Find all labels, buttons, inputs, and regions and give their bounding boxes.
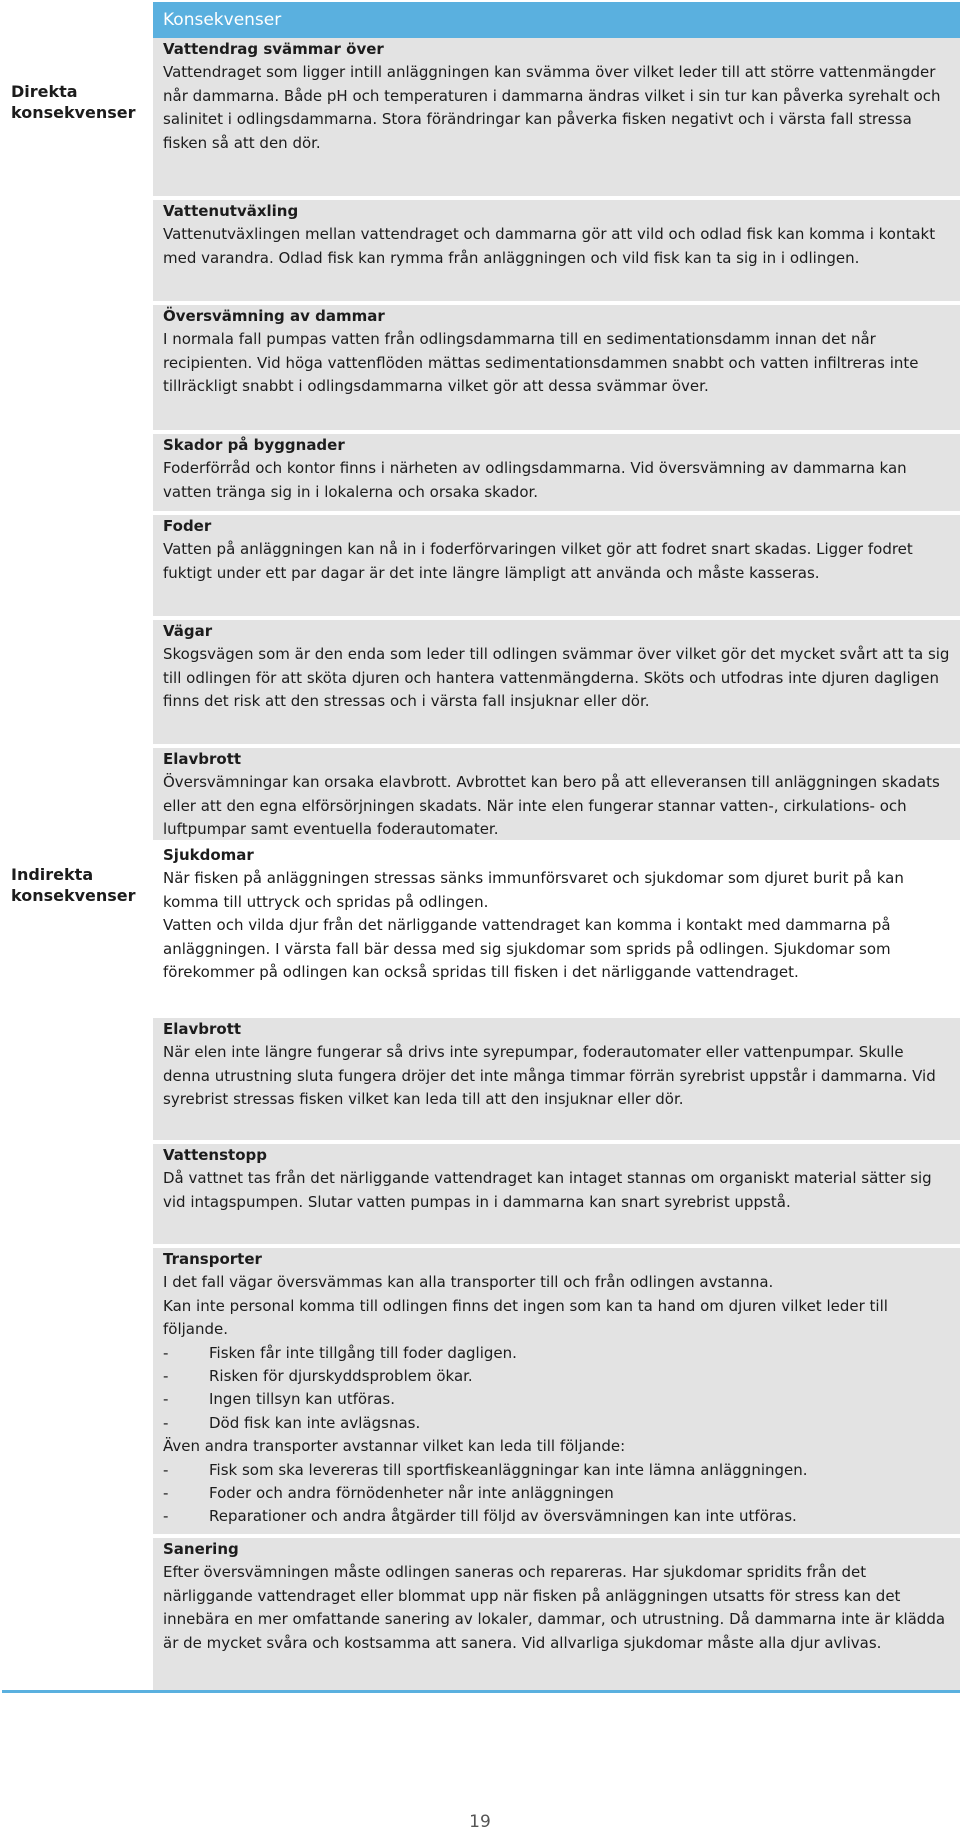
item-text: Foderförråd och kontor finns i närheten av odlingsdammarna. Vid översvämning av dammarna kan vatten tränga sig in i lokalerna och orsaka skador. (163, 459, 907, 501)
item-text: Vatten på anläggningen kan nå in i foderförvaringen vilket gör att fodret snart skadas. Ligger fodret fuktigt under ett par dagar är det inte längre lämpligt att använda och måste kasseras. (163, 540, 913, 582)
item-title: Elavbrott (163, 750, 242, 768)
item-cell (153, 1244, 960, 1534)
item-text: När fisken på anläggningen stressas sänks immunförsvaret och sjukdomar som djuret burit på kan komma till uttryck och spridas på odlingen. Vatten och vilda djur från det närliggande vattendraget kan komma i kontakt med dammarna på anläggningen. I värsta fall bär dessa med sig sjukdomar som sprids på odlingen. Sjukdomar som förekommer på odlingen kan också spridas till fisken i det närliggande vattendraget. (163, 869, 904, 982)
item-title: Sjukdomar (163, 846, 254, 864)
item-title: Elavbrott (163, 1020, 242, 1038)
item-title: Vattendrag svämmar över (163, 40, 384, 58)
item-title: Vattenutväxling (163, 202, 299, 220)
item-cell (153, 1014, 960, 1140)
item-text: Skogsvägen som är den enda som leder till odlingen svämmar över vilket gör det mycket svårt att ta sig till odlingen för att sköta djuren och hantera vattenmängderna. Sköts och utfodras inte djuren dagligen finns det risk att den stressas och i värsta fall insjuknar eller dör. (163, 645, 950, 711)
item-title: Transporter (163, 1250, 262, 1268)
list-item: - Risken för djurskyddsproblem ökar. (163, 1365, 952, 1388)
item-title: Skador på byggnader (163, 436, 345, 454)
item-cell (153, 1140, 960, 1244)
group-label-direct-text: Direkta konsekvenser (11, 82, 136, 122)
item-title: Vägar (163, 622, 213, 640)
item-title: Vattenstopp (163, 1146, 267, 1164)
transport-list-1 (163, 1342, 952, 1436)
item-title: Sanering (163, 1540, 239, 1558)
group-direct (2, 38, 960, 840)
list-item: - Foder och andra förnödenheter når inte anläggningen (163, 1482, 952, 1505)
list-item: - Ingen tillsyn kan utföras. (163, 1388, 952, 1411)
item-cell (153, 38, 960, 196)
header-blank-cell (2, 2, 148, 38)
group-label-indirect-text: Indirekta konsekvenser (11, 865, 136, 905)
item-cell (153, 844, 960, 1014)
item-cell (153, 196, 960, 301)
item-cell (153, 301, 960, 430)
item-text: När elen inte längre fungerar så drivs inte syrepumpar, foderautomater eller vattenpumpar. Skulle denna utrustning sluta fungera dröjer det inte många timmar förrän syrebrist uppstår i dammarna. Vid syrebrist stressas fisken vilket kan leda till att den insjuknar eller dör. (163, 1043, 936, 1109)
group-label-indirect (2, 844, 148, 1690)
item-title: Översvämning av dammar (163, 307, 385, 325)
page-number: 19 (469, 1812, 491, 1832)
group-indirect (2, 840, 960, 1690)
consequences-table (2, 2, 960, 1693)
list-item: - Död fisk kan inte avlägsnas. (163, 1412, 952, 1435)
transport-list-2 (163, 1459, 952, 1529)
table-header-row (2, 2, 960, 38)
group-cells-direct (153, 38, 960, 840)
group-label-direct (2, 38, 148, 840)
item-text: I det fall vägar översvämmas kan alla transporter till och från odlingen avstanna. Kan inte personal komma till odlingen finns det ingen som kan ta hand om djuren vilket leder till följande. (163, 1273, 888, 1339)
item-cell (153, 616, 960, 744)
item-cell (153, 744, 960, 840)
item-text: Efter översvämningen måste odlingen saneras och repareras. Har sjukdomar spridits från det närliggande vattendraget eller blommat upp när fisken på anläggningen utsatts för stress kan det innebära en mer omfattande sanering av lokaler, dammar, och utrustning. Då dammarna inte är klädda är de mycket svåra och kostsamma att sanera. Vid allvarliga sjukdomar måste alla djur avlivas. (163, 1563, 946, 1652)
item-cell (153, 1534, 960, 1690)
list-item: - Fisken får inte tillgång till foder dagligen. (163, 1342, 952, 1365)
item-title: Foder (163, 517, 212, 535)
group-cells-indirect (153, 844, 960, 1690)
item-cell (153, 430, 960, 511)
list-item: - Reparationer och andra åtgärder till följd av översvämningen kan inte utföras. (163, 1505, 952, 1528)
item-text: Vattenutväxlingen mellan vattendraget och dammarna gör att vild och odlad fisk kan komma i kontakt med varandra. Odlad fisk kan rymma från anläggningen och vild fisk kan ta sig in i odlingen. (163, 225, 936, 267)
table-header: Konsekvenser (153, 2, 960, 38)
item-text: Då vattnet tas från det närliggande vattendraget kan intaget stannas om organiskt material sätter sig vid intagspumpen. Slutar vatten pumpas in i dammarna kan snart syrebrist uppstå. (163, 1169, 932, 1211)
list-item: - Fisk som ska levereras till sportfiskeanläggningar kan inte lämna anläggningen. (163, 1459, 952, 1482)
item-text: Översvämningar kan orsaka elavbrott. Avbrottet kan bero på att elleveransen till anläggningen skadats eller att den egna elförsörjningen skadats. När inte elen fungerar stannar vatten-, cirkulations- och luftpumpar samt eventuella foderautomater. (163, 773, 940, 839)
item-text-mid: Även andra transporter avstannar vilket kan leda till följande: (163, 1437, 626, 1456)
item-text: I normala fall pumpas vatten från odlingsdammarna till en sedimentationsdamm innan det når recipienten. Vid höga vattenflöden mättas sedimentationsdammen snabbt och vatten infiltreras inte tillräckligt snabbt i odlingsdammarna vilket gör att dessa svämmar över. (163, 330, 919, 396)
item-text: Vattendraget som ligger intill anläggningen kan svämma över vilket leder till att större vattenmängder når dammarna. Både pH och temperaturen i dammarna ändras vilket i sin tur kan påverka syrehalt och salinitet i odlingsdammarna. Stora förändringar kan påverka fisken negativt och i värsta fall stressa fisken så att den dör. (163, 63, 941, 152)
item-cell (153, 511, 960, 616)
